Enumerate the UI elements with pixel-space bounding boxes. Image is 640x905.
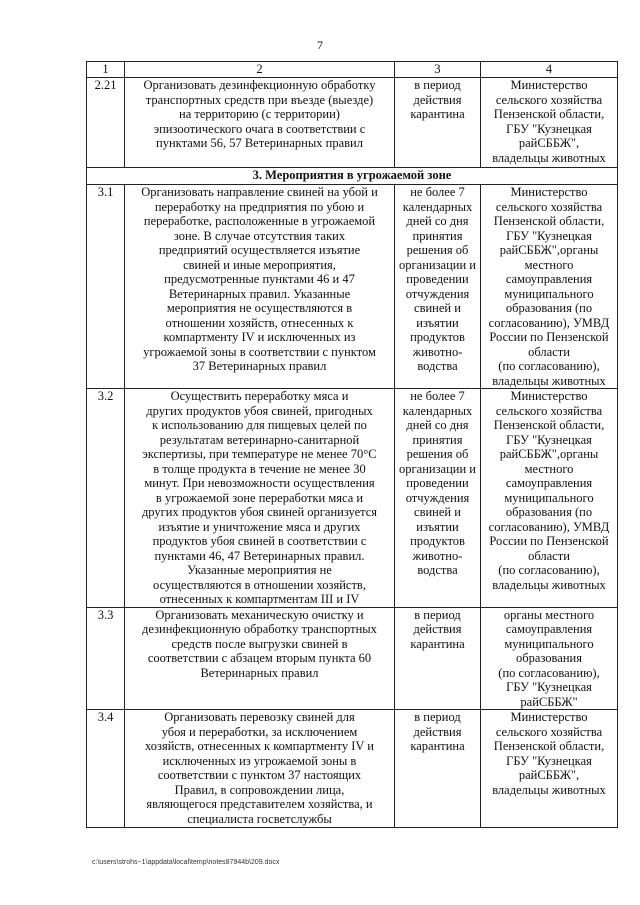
row-responsible: Министерство сельского хозяйства Пензенской области, ГБУ "Кузнецкая райСББЖ",органы местного самоуправления муниципального образования (по согласованию), УМВД России по Пензенской области (по согласованию), владельцы животных <box>481 389 618 608</box>
header-cell-2: 2 <box>125 62 395 78</box>
row-responsible: Министерство сельского хозяйства Пензенской области, ГБУ "Кузнецкая райСББЖ", владельцы животных <box>481 78 618 168</box>
row-number: 3.1 <box>87 185 125 389</box>
row-number: 3.2 <box>87 389 125 608</box>
row-action: Организовать направление свиней на убой и переработку на предприятия по убою и переработке, расположенные в угрожаемой зоне. В случае отсутствия таких предприятий осуществляется изъятие свиней и иные мероприятия, предусмотренные пунктами 46 и 47 Ветеринарных правил. Указанные мероприятия не осуществляются в отношении хозяйств, отнесенных к компартменту IV и исключенных из угрожаемой зоны в соответствии с пунктом 37 Ветеринарных правил <box>125 185 395 389</box>
row-action: Организовать перевозку свиней для убоя и переработки, за исключением хозяйств, отнесенных к компартменту IV и исключенных из угрожаемой зоны в соответствии с пунктом 37 настоящих Правил, в сопровождении лица, являющегося представителем хозяйства, и специалиста госветслужбы <box>125 710 395 828</box>
row-responsible: органы местного самоуправления муниципального образования (по согласованию), ГБУ "Кузнецкая райСББЖ" <box>481 607 618 710</box>
row-period: в период действия карантина <box>395 78 481 168</box>
row-period: в период действия карантина <box>395 607 481 710</box>
header-cell-3: 3 <box>395 62 481 78</box>
page-number: 7 <box>317 38 323 52</box>
row-action: Осуществить переработку мяса и других продуктов убоя свиней, пригодных к использованию для пищевых целей по результатам ветеринарно-санитарной экспертизы, при температуре не менее 70°С в толще продукта в течение не менее 30 минут. При невозможности осуществления в угрожаемой зоне переработки мяса и других продуктов убоя свиней организуется изъятие и уничтожение мяса и других продуктов убоя свиней в соответствии с пунктами 46, 47 Ветеринарных правил. Указанные мероприятия не осуществляются в отношении хозяйств, отнесенных к компартментам III и IV <box>125 389 395 608</box>
row-number: 3.4 <box>87 710 125 828</box>
row-period: не более 7 календарных дней со дня принятия решения об организации и проведении отчуждения свиней и изъятии продуктов животно- водства <box>395 389 481 608</box>
file-path-footer: c:\users\strohs~1\appdata\local\temp\notes87944b\209.docx <box>92 859 280 866</box>
row-number: 3.3 <box>87 607 125 710</box>
section-header-row <box>87 168 618 185</box>
header-cell-1: 1 <box>87 62 125 78</box>
row-period: в период действия карантина <box>395 710 481 828</box>
row-number: 2.21 <box>87 78 125 168</box>
table-row <box>87 607 618 710</box>
section-title: 3. Мероприятия в угрожаемой зоне <box>87 168 618 185</box>
table-row <box>87 185 618 389</box>
table-row <box>87 710 618 828</box>
table-header-row <box>87 62 618 78</box>
measures-table <box>86 61 618 828</box>
table-row <box>87 78 618 168</box>
row-action: Организовать дезинфекционную обработку транспортных средств при въезде (выезде) на территорию (с территории) эпизоотического очага в соответствии с пунктами 56, 57 Ветеринарных правил <box>125 78 395 168</box>
header-cell-4: 4 <box>481 62 618 78</box>
row-responsible: Министерство сельского хозяйства Пензенской области, ГБУ "Кузнецкая райСББЖ",органы местного самоуправления муниципального образования (по согласованию), УМВД России по Пензенской области (по согласованию), владельцы животных <box>481 185 618 389</box>
row-responsible: Министерство сельского хозяйства Пензенской области, ГБУ "Кузнецкая райСББЖ", владельцы животных <box>481 710 618 828</box>
table-row <box>87 389 618 608</box>
row-action: Организовать механическую очистку и дезинфекционную обработку транспортных средств после выгрузки свиней в соответствии с абзацем вторым пункта 60 Ветеринарных правил <box>125 607 395 710</box>
row-period: не более 7 календарных дней со дня принятия решения об организации и проведении отчуждения свиней и изъятии продуктов животно- водства <box>395 185 481 389</box>
